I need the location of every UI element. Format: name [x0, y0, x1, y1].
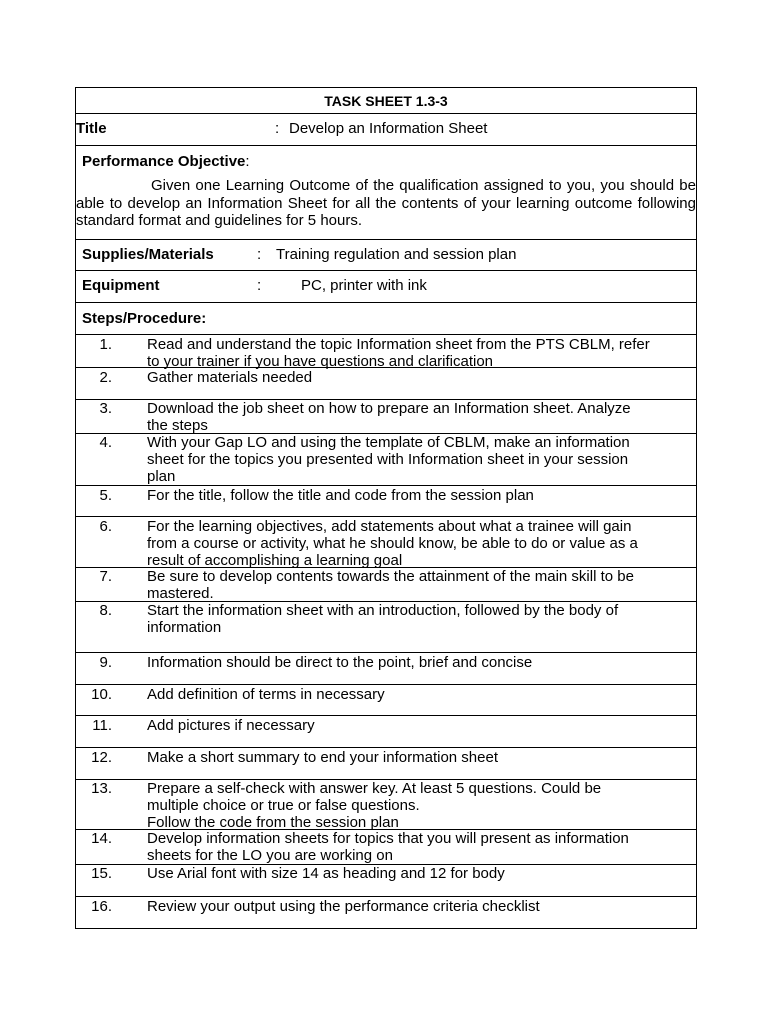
step-text: Add pictures if necessary	[147, 717, 315, 734]
step-row	[76, 400, 696, 434]
objective-text: Given one Learning Outcome of the qualification assigned to you, you should be able to develop an Information Sheet for all the contents of your learning outcome following standard format and guidelines for 5 hours.	[76, 177, 696, 229]
step-text: For the title, follow the title and code from the session plan	[147, 487, 534, 504]
step-text: For the learning objectives, add statements about what a trainee will gain from a course or activity, what he should know, be able to do or value as a result of accomplishing a learning goal	[147, 518, 638, 569]
step-number: 6.	[99, 518, 112, 535]
step-number: 8.	[99, 602, 112, 619]
step-number: 4.	[99, 434, 112, 451]
step-text: Prepare a self-check with answer key. At least 5 questions. Could be multiple choice or true or false questions. Follow the code from the session plan	[147, 780, 602, 831]
step-row	[76, 897, 696, 928]
step-text: With your Gap LO and using the template of CBLM, make an information sheet for the topics you presented with Information sheet in your session plan	[147, 434, 630, 485]
step-row	[76, 486, 696, 517]
step-number: 5.	[99, 487, 112, 504]
step-row	[76, 865, 696, 897]
step-text: Start the information sheet with an introduction, followed by the body of information	[147, 602, 619, 636]
step-text: Read and understand the topic Information sheet from the PTS CBLM, refer to your trainer if you have questions and clarification	[147, 336, 650, 370]
step-row	[76, 368, 696, 400]
title-row	[76, 114, 696, 146]
step-text: Download the job sheet on how to prepare an Information sheet. Analyze the steps	[147, 400, 631, 434]
equipment-colon: :	[257, 277, 262, 294]
step-row	[76, 830, 696, 865]
objective-colon: :	[245, 153, 250, 170]
supplies-value: Training regulation and session plan	[276, 246, 517, 263]
step-row	[76, 517, 696, 568]
steps-header-row	[76, 303, 696, 335]
title-value: Develop an Information Sheet	[289, 120, 488, 137]
supplies-label: Supplies/Materials	[82, 246, 214, 263]
step-row	[76, 434, 696, 486]
step-row	[76, 602, 696, 653]
step-row	[76, 716, 696, 748]
step-number: 15.	[91, 865, 112, 882]
supplies-colon: :	[257, 246, 262, 263]
step-row	[76, 568, 696, 602]
step-number: 16.	[91, 898, 112, 915]
equipment-row	[76, 271, 696, 303]
step-number: 7.	[99, 568, 112, 585]
equipment-value: PC, printer with ink	[301, 277, 427, 294]
sheet-title: TASK SHEET 1.3-3	[324, 93, 448, 109]
step-row	[76, 653, 696, 685]
step-row	[76, 780, 696, 830]
step-number: 13.	[91, 780, 112, 797]
step-text: Develop information sheets for topics that you will present as information sheets for the LO you are working on	[147, 830, 629, 864]
step-text: Information should be direct to the point, brief and concise	[147, 654, 533, 671]
step-row	[76, 335, 696, 368]
equipment-label: Equipment	[82, 277, 160, 294]
performance-objective-row	[76, 146, 696, 240]
step-text: Use Arial font with size 14 as heading and 12 for body	[147, 865, 505, 882]
step-text: Make a short summary to end your information sheet	[147, 749, 498, 766]
step-row	[76, 748, 696, 780]
step-number: 10.	[91, 686, 112, 703]
title-colon: :	[275, 120, 280, 137]
step-row	[76, 685, 696, 716]
step-number: 2.	[99, 369, 112, 386]
step-text: Be sure to develop contents towards the attainment of the main skill to be mastered.	[147, 568, 634, 602]
task-sheet-table	[75, 87, 697, 929]
sheet-title-row	[76, 88, 696, 114]
step-number: 11.	[92, 717, 112, 734]
step-number: 12.	[91, 749, 112, 766]
step-number: 9.	[99, 654, 112, 671]
title-label: Title	[76, 120, 107, 137]
step-number: 1.	[99, 336, 112, 353]
objective-label: Performance Objective	[82, 153, 246, 170]
supplies-row	[76, 240, 696, 271]
step-text: Add definition of terms in necessary	[147, 686, 385, 703]
step-number: 3.	[99, 400, 112, 417]
steps-label: Steps/Procedure:	[82, 310, 207, 327]
step-number: 14.	[91, 830, 112, 847]
step-text: Gather materials needed	[147, 369, 313, 386]
step-text: Review your output using the performance criteria checklist	[147, 898, 540, 915]
